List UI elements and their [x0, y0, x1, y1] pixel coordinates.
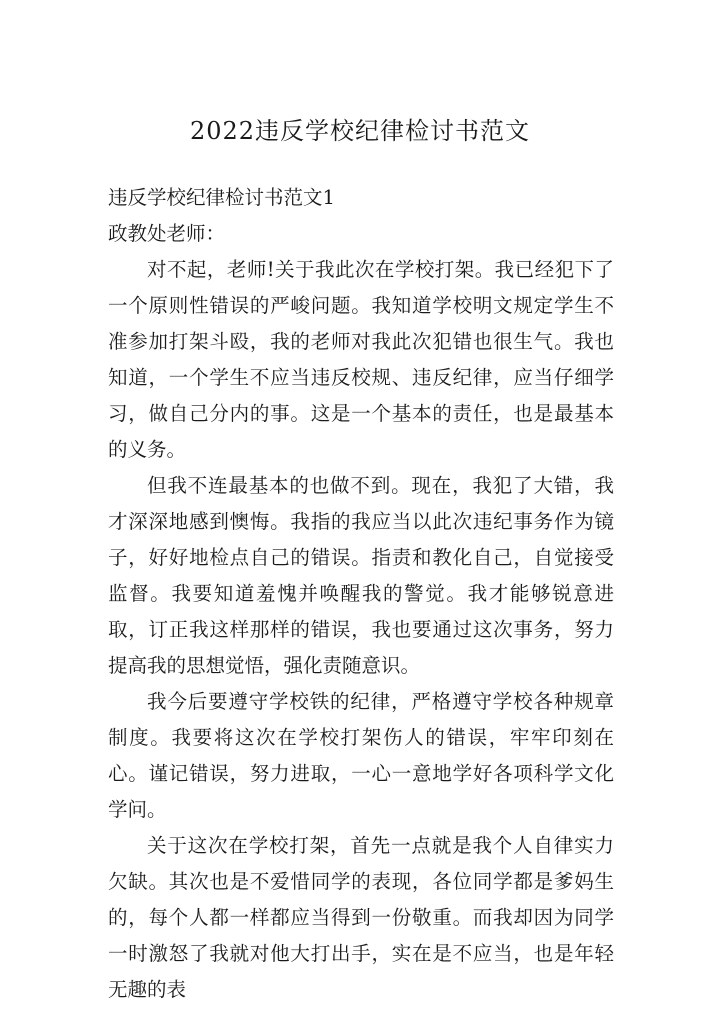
paragraph-3: 我今后要遵守学校铁的纪律，严格遵守学校各种规章制度。我要将这次在学校打架伤人的错误，牢牢印刻在心。谨记错误，努力进取，一心一意地学好各项科学文化学问。	[108, 690, 614, 821]
section-heading: 违反学校纪律检讨书范文1	[108, 186, 335, 209]
salutation: 政教处老师：	[108, 222, 226, 245]
paragraph-2: 但我不连最基本的也做不到。现在，我犯了大错，我才深深地感到懊悔。我指的我应当以此次违纪事务作为镜子，好好地检点自己的错误。指责和教化自己，自觉接受监督。我要知道羞愧并唤醒我的警觉。我才能够锐意进取，订正我这样那样的错误，我也要通过这次事务，努力提高我的思想觉悟，强化责随意识。	[108, 474, 614, 677]
paragraph-4: 关于这次在学校打架，首先一点就是我个人自律实力欠缺。其次也是不爱惜同学的表现，各位同学都是爹妈生的，每个人都一样都应当得到一份敬重。而我却因为同学一时激怒了我就对他大打出手，实在是不应当，也是年轻无趣的表	[108, 834, 614, 1001]
document-title: 2022违反学校纪律检讨书范文	[189, 117, 531, 145]
document-body	[108, 180, 614, 1008]
paragraph-1: 对不起，老师!关于我此次在学校打架。我已经犯下了一个原则性错误的严峻问题。我知道学校明文规定学生不准参加打架斗殴，我的老师对我此次犯错也很生气。我也知道，一个学生不应当违反校规、违反纪律，应当仔细学习，做自己分内的事。这是一个基本的责任，也是最基本的义务。	[108, 258, 614, 461]
